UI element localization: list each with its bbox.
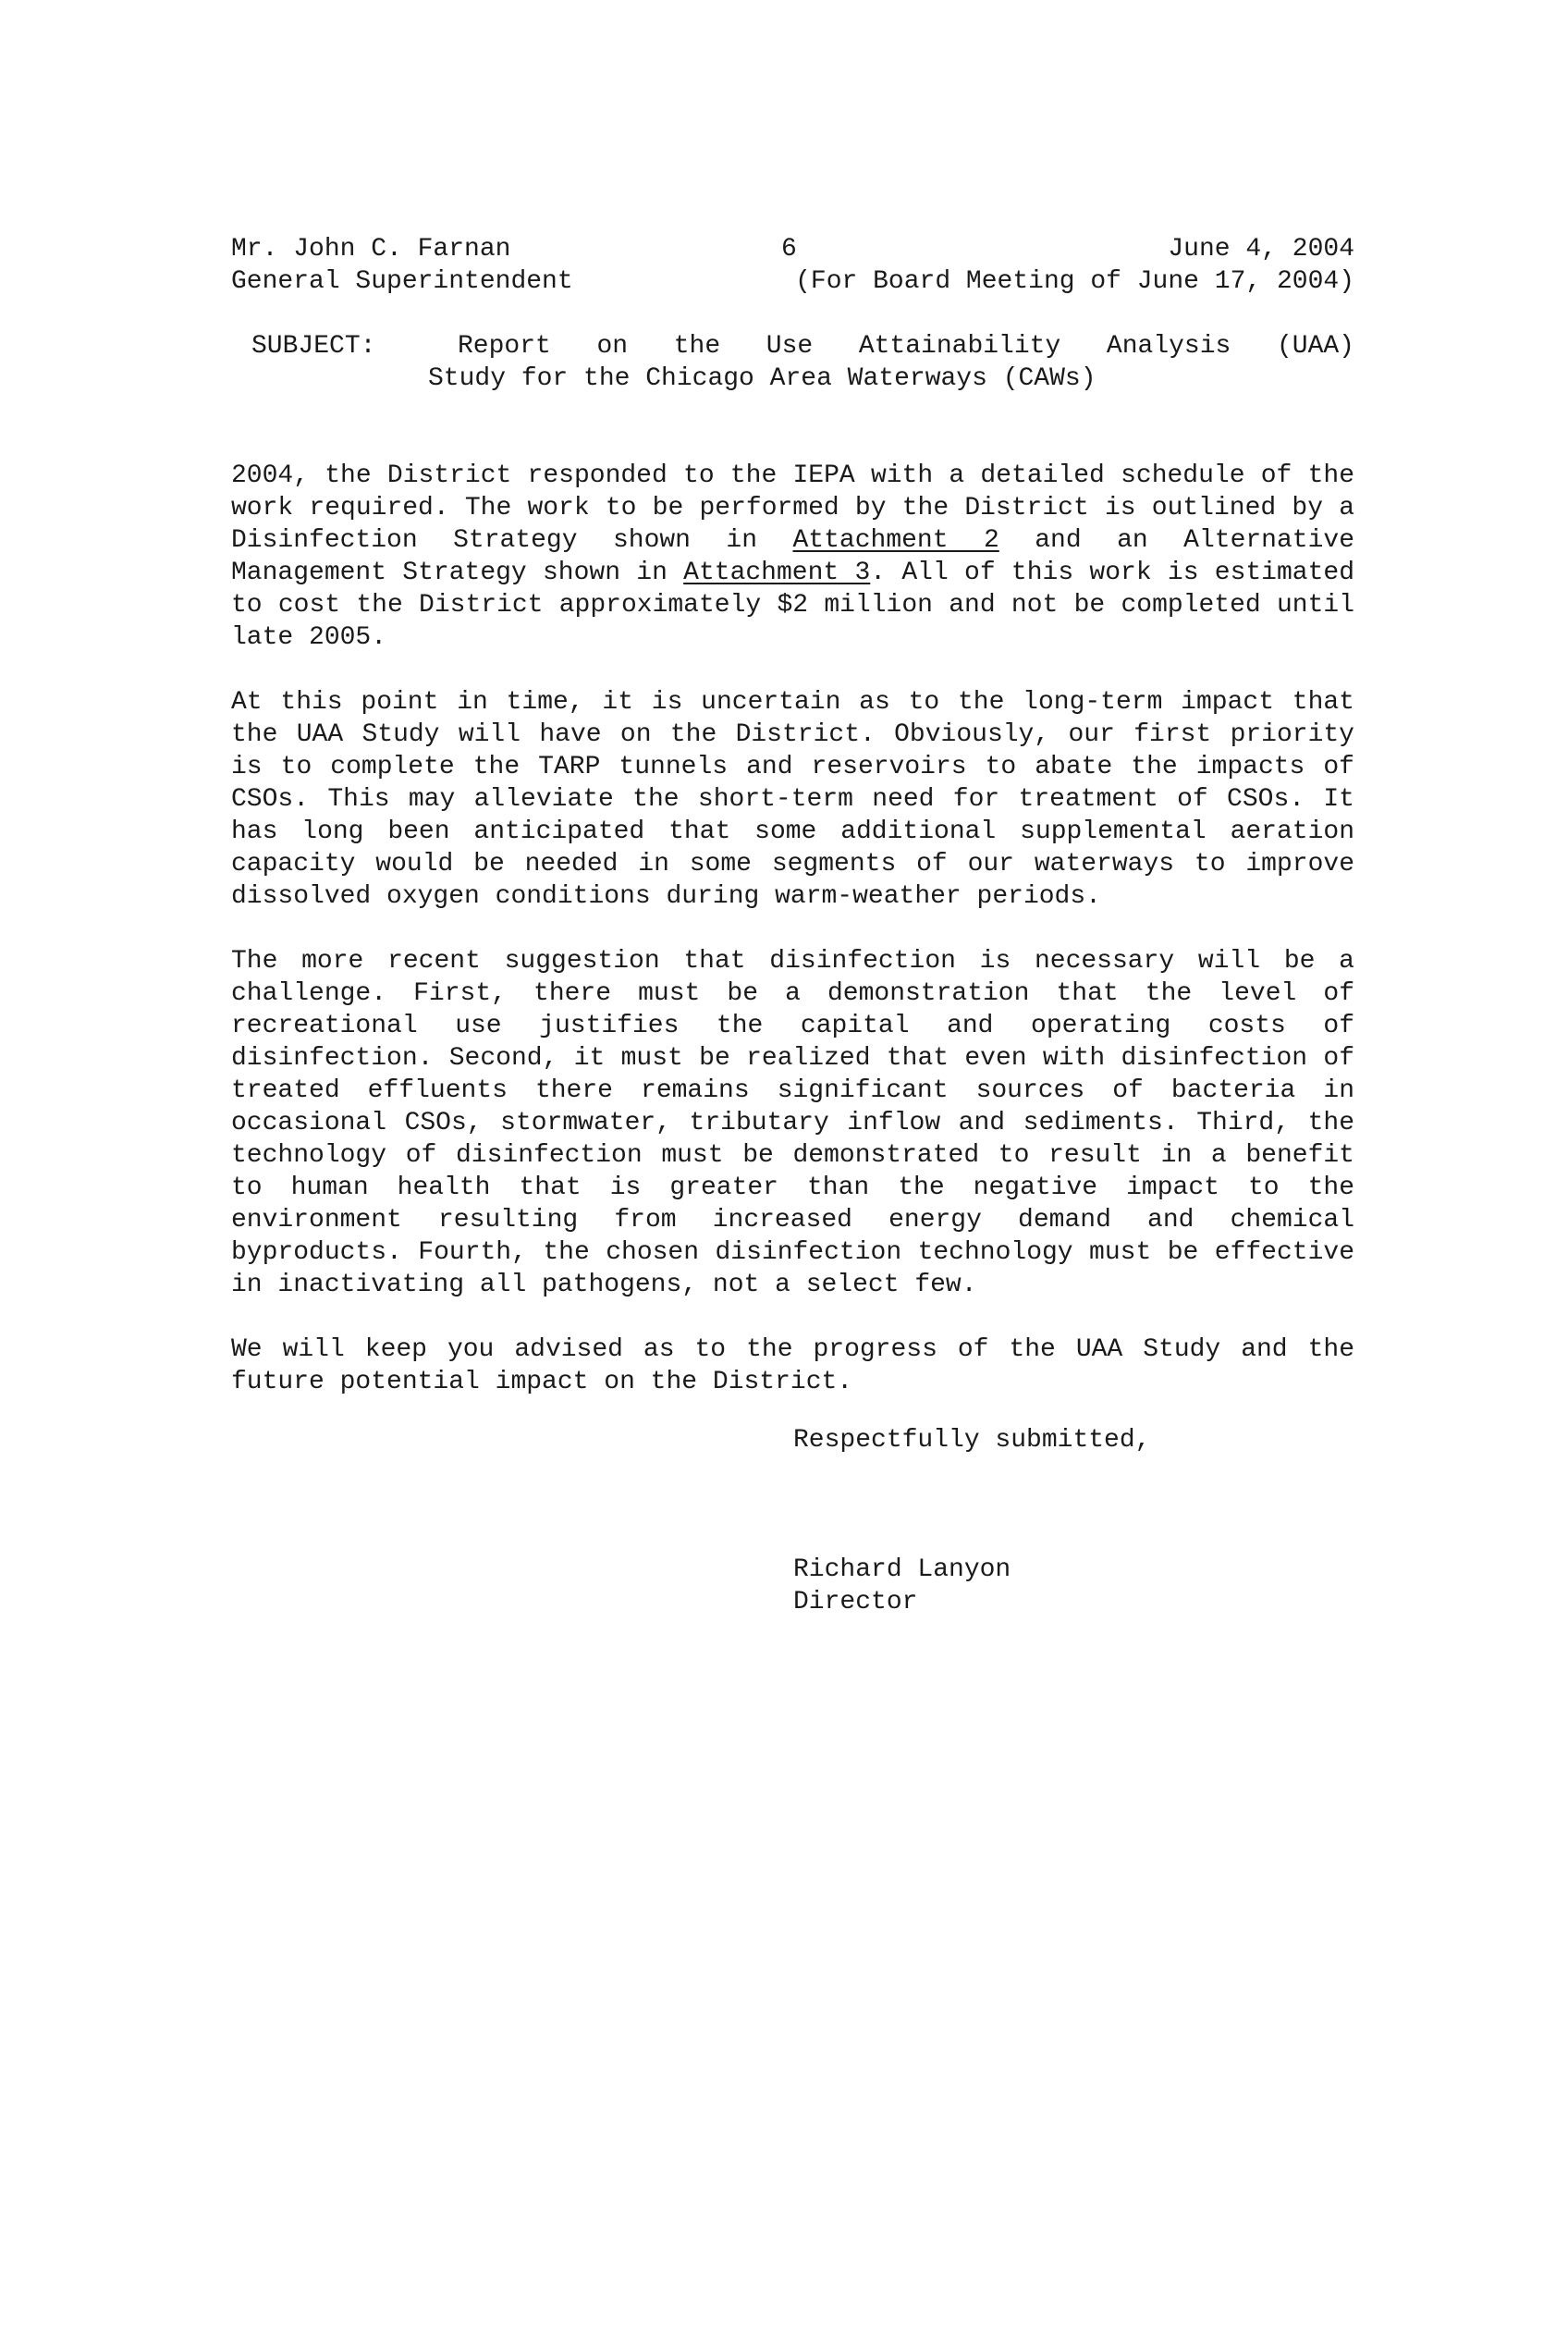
recipient-name: Mr. John C. Farnan [231, 235, 511, 264]
board-meeting-date: (For Board Meeting of June 17, 2004) [795, 267, 1354, 296]
subject-line-1: Report on the Use Attainability Analysis (UAA) [458, 332, 1354, 361]
header-line-2 [231, 265, 1354, 298]
closing-line: Respectfully submitted, [793, 1426, 1151, 1455]
paragraph-2: At this point in time, it is uncertain as to the long-term impact that the UAA Study will have on the District. Obviously, our first priority is to complete the TARP tunnels and reservoirs to abate the impacts of CSOs. This may alleviate the short-term need for treatment of CSOs. It has long been anticipated that some additional supplemental aeration capacity would be needed in some segments of our waterways to improve dissolved oxygen conditions during warm-weather periods. [231, 688, 1354, 911]
paragraph-1-text-b: and an Alternative Management Strategy shown in [231, 526, 1354, 587]
attachment-3-reference: Attachment 3 [683, 559, 871, 587]
paragraph-1-text-a: 2004, the District responded to the IEPA with a detailed schedule of the work required. The work to be performed by the District is outlined by a Disinfection Strategy shown in [231, 461, 1354, 555]
subject-line-2: Study for the Chicago Area Waterways (CAWs) [428, 364, 1096, 393]
signer-name: Richard Lanyon [793, 1555, 1011, 1584]
attachment-2-reference: Attachment 2 [792, 526, 999, 555]
recipient-title: General Superintendent [231, 267, 573, 296]
paragraph-3: The more recent suggestion that disinfection is necessary will be a challenge. First, there must be a demonstration that the level of recreational use justifies the capital and operating costs of disinfection. Second, it must be realized that even with disinfection of treated effluents there remains significant sources of bacteria in occasional CSOs, stormwater, tributary inflow and sediments. Third, the technology of disinfection must be demonstrated to result in a benefit to human health that is greater than the negative impact to the environment resulting from increased energy demand and chemical byproducts. Fourth, the chosen disinfection technology must be effective in inactivating all pathogens, not a select few. [231, 947, 1354, 1299]
subject-label: SUBJECT: [251, 332, 376, 361]
page-number: 6 [781, 235, 797, 264]
paragraph-1-text-c: . All of this work is estimated to cost the District approximately $2 million and not be completed until late 2005. [231, 559, 1354, 652]
header-line-1 [231, 233, 1354, 265]
letter-page [231, 233, 1354, 1618]
subject-block [231, 330, 1354, 395]
signer-title: Director [793, 1588, 918, 1616]
paragraph-4: We will keep you advised as to the progress of the UAA Study and the future potential impact on the District. [231, 1335, 1354, 1396]
paragraph-1 [231, 460, 1354, 654]
letter-date: June 4, 2004 [1168, 235, 1354, 264]
